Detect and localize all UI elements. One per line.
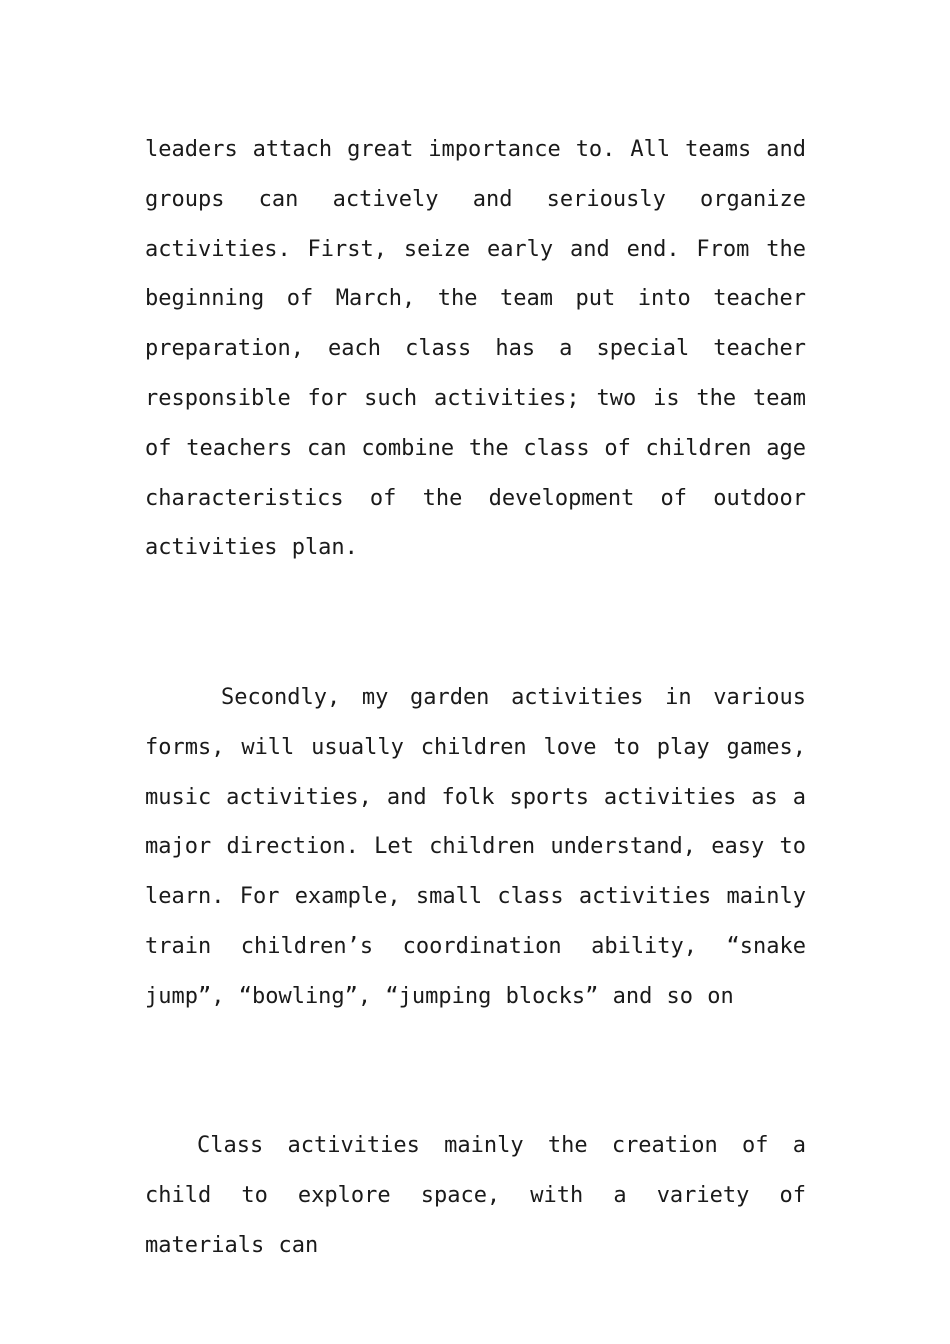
- paragraph-class-activities: Class activities mainly the creation of a child to explore space, with a variety of materials can: [145, 1133, 806, 1258]
- paragraph-leaders-attach: leaders attach great importance to. All teams and groups can actively and seriously organize activities. First, seize early and end. From the beginning of March, the team put into teacher preparation, each class has a special teacher responsible for such activities; two is the team of teachers can combine the class of children age characteristics of the development of outdoor activities plan.: [145, 137, 806, 561]
- paragraph-secondly: Secondly, my garden activities in various forms, will usually children love to play games, music activities, and folk sports activities as a major direction. Let children understand, easy to learn. For example, small class activities mainly train children’s coordination ability, “snake jump”, “bowling”, “jumping blocks” and so on: [145, 685, 806, 1009]
